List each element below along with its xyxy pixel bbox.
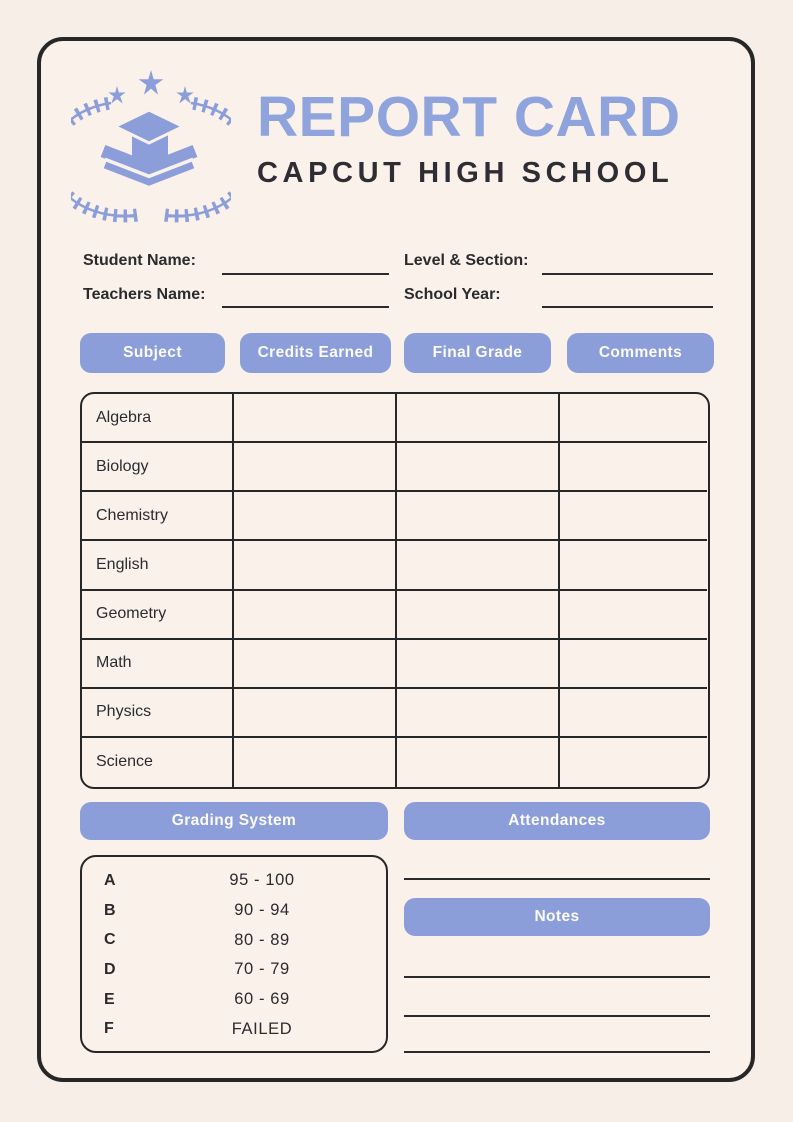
final-grade-cell	[397, 689, 560, 738]
grading-row	[82, 925, 386, 955]
comments-cell	[560, 541, 707, 590]
grading-system-box	[80, 855, 388, 1053]
credits-cell	[234, 492, 397, 541]
comments-cell	[560, 492, 707, 541]
subject-cell: Geometry	[82, 591, 234, 640]
grade-range: 80 - 89	[234, 930, 290, 949]
attendances-header: Attendances	[404, 802, 710, 840]
notes-header: Notes	[404, 898, 710, 936]
grade-letter: E	[104, 990, 115, 1008]
grading-row	[82, 985, 386, 1015]
comments-cell	[560, 591, 707, 640]
header-titles	[257, 85, 719, 190]
credits-cell	[234, 640, 397, 689]
credits-cell	[234, 443, 397, 492]
column-header-comments: Comments	[567, 333, 714, 373]
school-logo-icon	[71, 69, 231, 227]
final-grade-cell	[397, 591, 560, 640]
subject-cell: Chemistry	[82, 492, 234, 541]
subject-cell: Math	[82, 640, 234, 689]
note-line	[404, 1051, 710, 1053]
subject-cell: Algebra	[82, 394, 234, 443]
comments-cell	[560, 640, 707, 689]
final-grade-cell	[397, 394, 560, 443]
attendance-line	[404, 878, 710, 880]
column-header-subject: Subject	[80, 333, 225, 373]
school-name: CAPCUT HIGH SCHOOL	[257, 157, 674, 189]
grade-letter: D	[104, 960, 116, 978]
credits-cell	[234, 689, 397, 738]
final-grade-cell	[397, 640, 560, 689]
report-card-page	[37, 37, 755, 1082]
grade-letter: F	[104, 1020, 114, 1038]
column-header-final-grade: Final Grade	[404, 333, 551, 373]
grading-row	[82, 955, 386, 985]
final-grade-cell	[397, 492, 560, 541]
comments-cell	[560, 738, 707, 787]
note-line	[404, 1015, 710, 1017]
page-title: REPORT CARD	[257, 85, 681, 149]
grade-letter: C	[104, 931, 116, 949]
grade-range: 60 - 69	[234, 990, 290, 1009]
credits-cell	[234, 541, 397, 590]
final-grade-cell	[397, 541, 560, 590]
grade-range: 70 - 79	[234, 960, 290, 979]
final-grade-cell	[397, 443, 560, 492]
subject-cell: Biology	[82, 443, 234, 492]
level-section-line	[542, 273, 713, 275]
comments-cell	[560, 443, 707, 492]
teachers-name-line	[222, 306, 389, 308]
school-year-line	[542, 306, 713, 308]
grading-system-header: Grading System	[80, 802, 388, 840]
grade-range: FAILED	[231, 1019, 293, 1038]
note-line	[404, 976, 710, 978]
grade-range: 90 - 94	[234, 901, 290, 919]
student-name-line	[222, 273, 389, 275]
teachers-name-label: Teachers Name:	[83, 286, 206, 303]
subject-cell: Science	[82, 738, 234, 787]
grades-table	[80, 392, 710, 789]
grade-letter: B	[104, 901, 116, 919]
grading-row	[82, 866, 386, 896]
credits-cell	[234, 591, 397, 640]
level-section-label: Level & Section:	[404, 252, 529, 269]
credits-cell	[234, 738, 397, 787]
final-grade-cell	[397, 738, 560, 787]
student-name-label: Student Name:	[83, 252, 196, 269]
grading-row	[82, 1014, 386, 1044]
subject-cell: English	[82, 541, 234, 590]
grade-range: 95 - 100	[229, 871, 295, 890]
comments-cell	[560, 394, 707, 443]
comments-cell	[560, 689, 707, 738]
school-year-label: School Year:	[404, 286, 501, 303]
subject-cell: Physics	[82, 689, 234, 738]
grade-letter: A	[104, 871, 116, 889]
credits-cell	[234, 394, 397, 443]
column-header-credits-earned: Credits Earned	[240, 333, 391, 373]
grading-row	[82, 896, 386, 926]
